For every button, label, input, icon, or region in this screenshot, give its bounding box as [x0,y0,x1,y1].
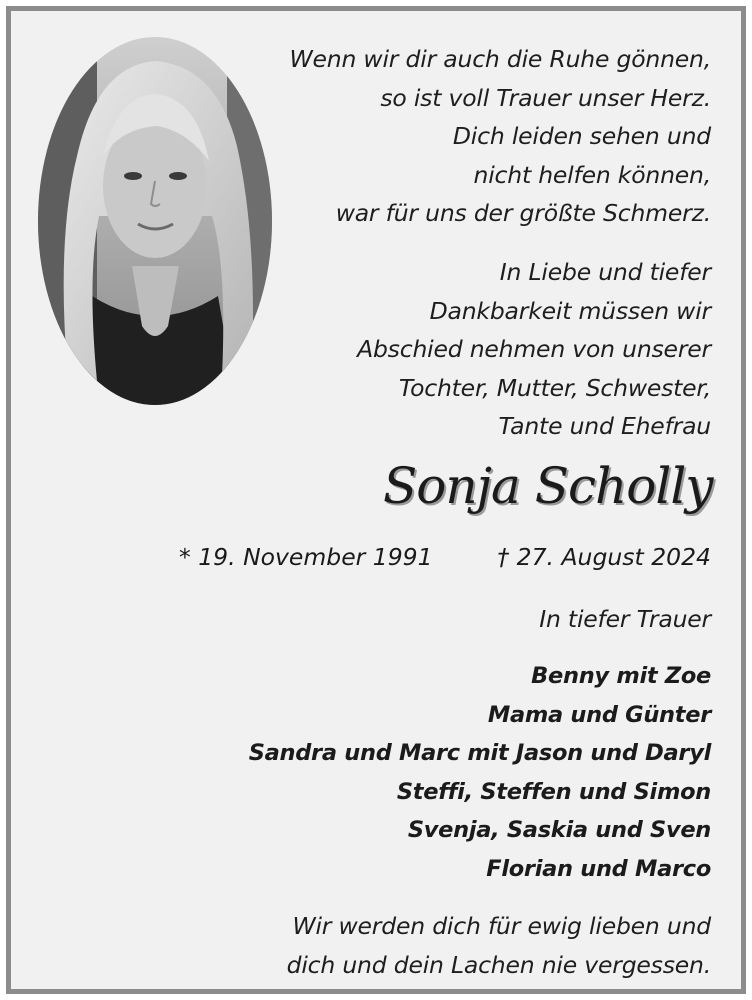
mourning-label: In tiefer Trauer [539,605,711,633]
poem-line: nicht helfen können, [473,160,711,189]
family-member: Florian und Marco [486,855,711,882]
death-date: † 27. August 2024 [497,543,711,571]
family-member: Steffi, Steffen und Simon [396,778,711,805]
poem-line: war für uns der größte Schmerz. [335,199,711,227]
announcement-line: In Liebe und tiefer [499,258,711,286]
family-member: Benny mit Zoe [531,663,711,689]
birth-date: * 19. November 1991 [179,543,433,571]
family-member: Svenja, Saskia und Sven [407,817,711,843]
announcement-line: Abschied nehmen von unserer [357,335,711,363]
deceased-name: Sonja Scholly [383,457,713,515]
announcement-line: Tante und Ehefrau [498,412,711,440]
obituary-notice [6,6,746,994]
family-list [249,657,711,888]
announcement-text [357,253,711,446]
poem-line: Dich leiden sehen und [452,122,711,150]
family-member: Mama und Günter [487,701,711,728]
poem-line: so ist voll Trauer unser Herz. [380,83,711,112]
portrait-photo [37,36,273,406]
announcement-line: Tochter, Mutter, Schwester, [398,373,711,402]
announcement-line: Dankbarkeit müssen wir [429,296,711,325]
closing-line: Wir werden dich für ewig lieben und [292,912,711,940]
family-member: Sandra und Marc mit Jason und Daryl [248,740,711,766]
closing-verse [287,907,711,984]
poem-verse [289,40,711,233]
poem-line: Wenn wir dir auch die Ruhe gönnen, [289,45,711,73]
closing-line: dich und dein Lachen nie vergessen. [286,950,711,979]
